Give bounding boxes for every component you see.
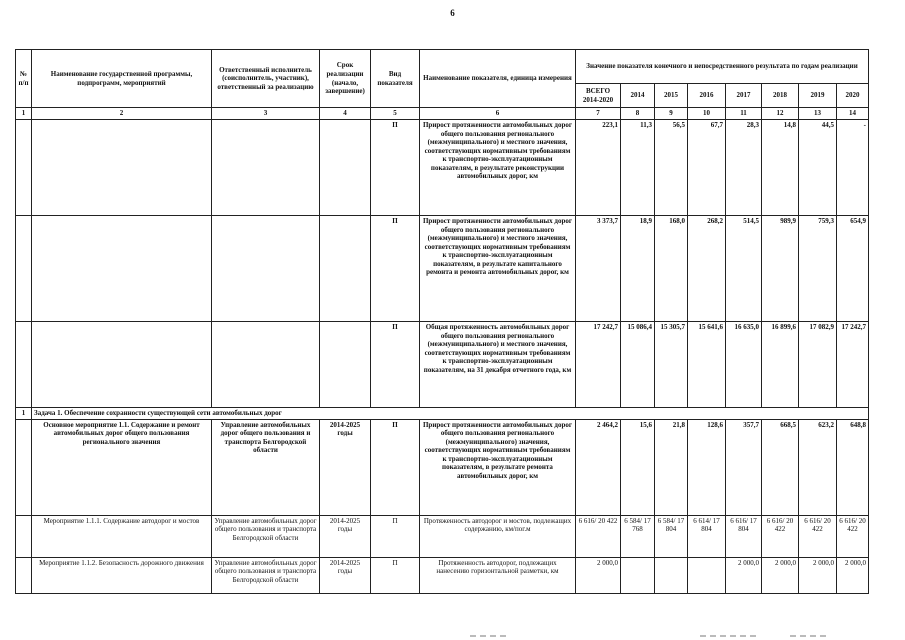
row-indicator: Прирост протяженности автомобильных дорог общего пользования регионального (межмуниципального) и местного значения, соответствующих нормативным требованиям к транспортно-эксплуатационным показателям, в результате реконструкции автомобильных дорог, км (420, 120, 576, 216)
row-type: П (371, 322, 420, 408)
row-period (320, 216, 371, 322)
row-name: Мероприятие 1.1.2. Безопасность дорожного движения (32, 557, 212, 593)
row-value: 2 000,0 (799, 557, 837, 593)
table-row (16, 419, 869, 515)
row-num (16, 120, 32, 216)
row-responsible: Управление автомобильных дорог общего пользования и транспорта Белгородской области (212, 515, 320, 557)
row-value: 989,9 (762, 216, 799, 322)
column-index: 5 (371, 108, 420, 120)
column-index: 8 (621, 108, 655, 120)
row-indicator: Протяженность автодорог, подлежащих нанесению горизонтальной разметки, км (420, 557, 576, 593)
year-header: 2019 (799, 84, 837, 108)
row-value: - (837, 120, 869, 216)
row-value: 21,8 (655, 419, 688, 515)
year-header: 2014 (621, 84, 655, 108)
row-value: 15 305,7 (655, 322, 688, 408)
scan-edge-marks (0, 634, 905, 638)
column-index: 6 (420, 108, 576, 120)
row-value: 223,1 (576, 120, 621, 216)
row-type: П (371, 419, 420, 515)
row-indicator: Прирост протяженности автомобильных дорог общего пользования регионального (межмуниципального) и местного значения, соответствующих нормативным требованиям к транспортно-эксплуатационным показателям, в результате капитального ремонта и ремонта автомобильных дорог, км (420, 216, 576, 322)
row-value: 6 584/ 17 768 (621, 515, 655, 557)
row-responsible (212, 120, 320, 216)
table-row (16, 120, 869, 216)
header-num: № п/п (16, 50, 32, 108)
column-index: 2 (32, 108, 212, 120)
column-index: 4 (320, 108, 371, 120)
column-index: 12 (762, 108, 799, 120)
row-type: П (371, 216, 420, 322)
page-number: 6 (450, 8, 455, 18)
row-responsible: Управление автомобильных дорог общего пользования и транспорта Белгородской области (212, 419, 320, 515)
row-value: 16 635,0 (726, 322, 762, 408)
row-value: 44,5 (799, 120, 837, 216)
row-value: 6 616/ 20 422 (837, 515, 869, 557)
row-value: 268,2 (688, 216, 726, 322)
row-num (16, 419, 32, 515)
row-value: 514,5 (726, 216, 762, 322)
table-row (16, 515, 869, 557)
row-value: 2 000,0 (576, 557, 621, 593)
row-indicator: Общая протяженность автомобильных дорог общего пользования регионального (межмуниципального) и местного значения, соответствующих нормативным требованиям к транспортно-эксплуатационным показателям, на 31 декабря отчетного года, км (420, 322, 576, 408)
row-value: 16 899,6 (762, 322, 799, 408)
row-value: 2 464,2 (576, 419, 621, 515)
column-index: 14 (837, 108, 869, 120)
row-value: 2 000,0 (762, 557, 799, 593)
row-value: 128,6 (688, 419, 726, 515)
row-name (32, 322, 212, 408)
task-title: Задача 1. Обеспечение сохранности существующей сети автомобильных дорог (32, 408, 869, 420)
row-type: П (371, 515, 420, 557)
row-responsible: Управление автомобильных дорог общего пользования и транспорта Белгородской области (212, 557, 320, 593)
header-type: Вид показателя (371, 50, 420, 108)
row-value: 2 000,0 (837, 557, 869, 593)
row-value: 648,8 (837, 419, 869, 515)
row-num (16, 515, 32, 557)
row-value (655, 557, 688, 593)
header-period: Срок реализации (начало, завершение) (320, 50, 371, 108)
row-name (32, 120, 212, 216)
row-value: 15 086,4 (621, 322, 655, 408)
row-value: 15,6 (621, 419, 655, 515)
year-header: ВСЕГО 2014-2020 (576, 84, 621, 108)
row-num (16, 322, 32, 408)
column-index: 3 (212, 108, 320, 120)
row-value (688, 557, 726, 593)
header-name: Наименование государственной программы, подпрограмм, мероприятий (32, 50, 212, 108)
column-index: 1 (16, 108, 32, 120)
year-header: 2016 (688, 84, 726, 108)
row-value: 56,5 (655, 120, 688, 216)
row-indicator: Прирост протяженности автомобильных дорог общего пользования регионального (межмуниципального) значения, соответствующих нормативным требованиям к транспортно-эксплуатационным показателям, в результате ремонта автомобильных дорог, км (420, 419, 576, 515)
row-value: 17 082,9 (799, 322, 837, 408)
row-value (621, 557, 655, 593)
row-responsible (212, 216, 320, 322)
year-header: 2015 (655, 84, 688, 108)
row-type: П (371, 120, 420, 216)
row-value: 11,3 (621, 120, 655, 216)
table-row (16, 216, 869, 322)
row-name (32, 216, 212, 322)
column-index: 9 (655, 108, 688, 120)
row-type: П (371, 557, 420, 593)
indicators-table (15, 49, 869, 594)
row-value: 18,9 (621, 216, 655, 322)
row-responsible (212, 322, 320, 408)
row-value: 3 373,7 (576, 216, 621, 322)
year-header: 2018 (762, 84, 799, 108)
row-value: 654,9 (837, 216, 869, 322)
row-value: 6 616/ 20 422 (576, 515, 621, 557)
row-value: 67,7 (688, 120, 726, 216)
row-period: 2014-2025 годы (320, 419, 371, 515)
row-period (320, 322, 371, 408)
header-values-group: Значение показателя конечного и непосредственного результата по годам реализации (576, 50, 869, 84)
row-name: Мероприятие 1.1.1. Содержание автодорог и мостов (32, 515, 212, 557)
row-num (16, 216, 32, 322)
column-index-row (16, 108, 869, 120)
task-num: 1 (16, 408, 32, 420)
row-value: 28,3 (726, 120, 762, 216)
column-index: 11 (726, 108, 762, 120)
row-name: Основное мероприятие 1.1. Содержание и ремонт автомобильных дорог общего пользования регионального значения (32, 419, 212, 515)
row-value: 668,5 (762, 419, 799, 515)
row-period: 2014-2025 годы (320, 515, 371, 557)
header-responsible: Ответственный исполнитель (соисполнитель, участник), ответственный за реализацию (212, 50, 320, 108)
row-value: 759,3 (799, 216, 837, 322)
column-index: 10 (688, 108, 726, 120)
row-indicator: Протяженность автодорог и мостов, подлежащих содержанию, км/пог.м (420, 515, 576, 557)
row-num (16, 557, 32, 593)
task-row (16, 408, 869, 420)
table-row (16, 322, 869, 408)
column-index: 13 (799, 108, 837, 120)
row-value: 623,2 (799, 419, 837, 515)
year-header: 2020 (837, 84, 869, 108)
row-value: 6 616/ 20 422 (762, 515, 799, 557)
row-value: 357,7 (726, 419, 762, 515)
header-row (16, 50, 869, 84)
table-row (16, 557, 869, 593)
row-value: 2 000,0 (726, 557, 762, 593)
row-value: 17 242,7 (837, 322, 869, 408)
row-value: 168,0 (655, 216, 688, 322)
row-value: 17 242,7 (576, 322, 621, 408)
row-value: 6 584/ 17 804 (655, 515, 688, 557)
column-index: 7 (576, 108, 621, 120)
row-value: 6 614/ 17 804 (688, 515, 726, 557)
row-value: 6 616/ 20 422 (799, 515, 837, 557)
row-value: 14,8 (762, 120, 799, 216)
header-indicator: Наименование показателя, единица измерения (420, 50, 576, 108)
row-value: 6 616/ 17 804 (726, 515, 762, 557)
row-period: 2014-2025 годы (320, 557, 371, 593)
year-header: 2017 (726, 84, 762, 108)
row-period (320, 120, 371, 216)
row-value: 15 641,6 (688, 322, 726, 408)
